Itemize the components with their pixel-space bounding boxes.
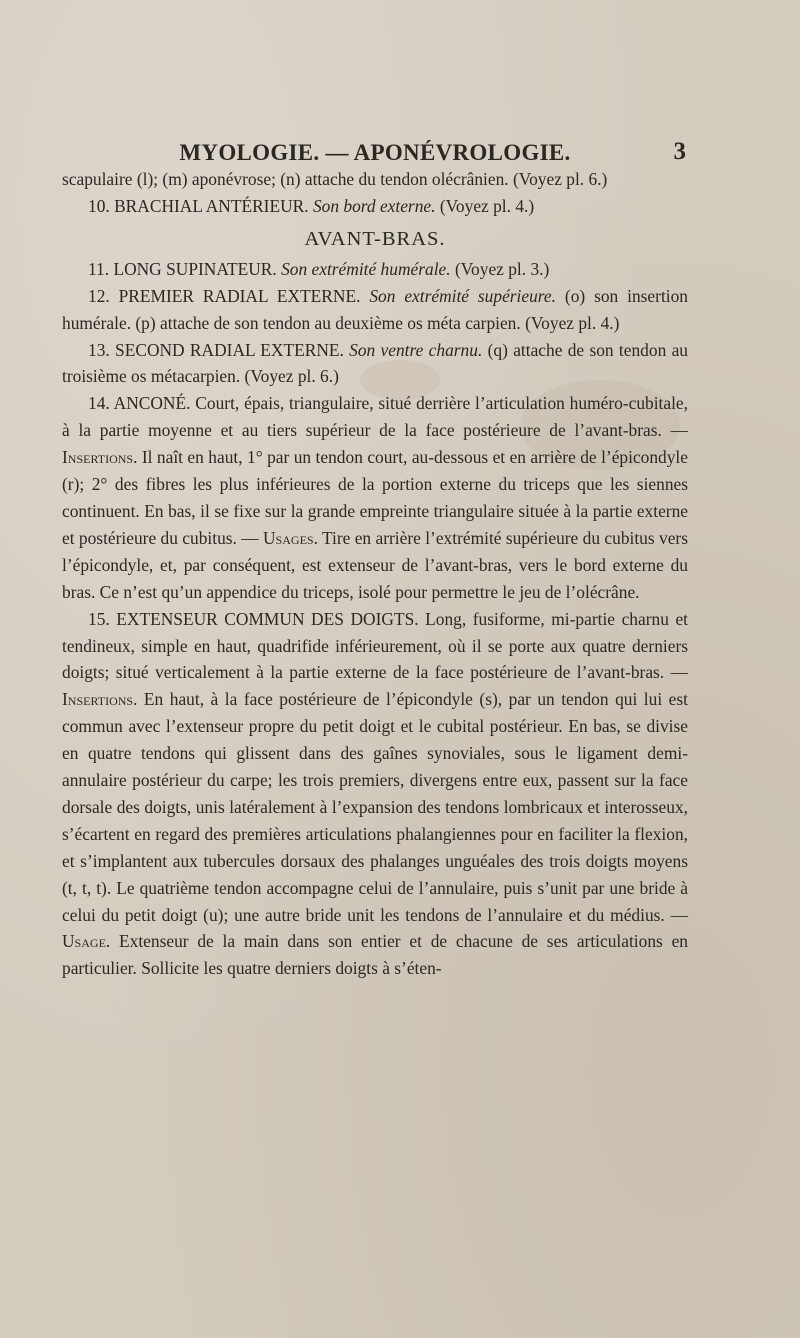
book-page <box>62 126 688 982</box>
body-paragraph: 15. EXTENSEUR COMMUN DES DOIGTS. Long, fusiforme, mi-partie charnu et tendineux, simple en haut, quadrifide inférieurement, où il se porte aux quatre derniers doigts; situé verticalement à la partie externe de la face postérieure de l’avant-bras. — Insertions. En haut, à la face postérieure de l’épicondyle (s), par un tendon qui lui est commun avec l’extenseur propre du petit doigt et le cubital postérieur. En bas, se divise en quatre tendons qui glissent dans des gaînes synoviales, sous le ligament demi-annulaire postérieur du carpe; les trois premiers, divergens entre eux, passent sur la face dorsale des doigts, unis latéralement à l’expansion des tendons lombricaux et interosseux, s’écartent en regard des premières articulations phalangiennes pour en faciliter la flexion, et s’implantent aux tubercules dorsaux des phalanges unguéales des trois doigts moyens (t, t, t). Le quatrième tendon accompagne celui de l’annulaire, puis s’unit par une bride à celui du petit doigt (u); une autre bride unit les tendons de l’annulaire et du médius. — Usage. Extenseur de la main dans son entier et de chacune de ses articulations en particulier. Sollicite les quatre derniers doigts à s’éten- <box>62 608 688 979</box>
page-number: 3 <box>673 138 686 165</box>
body-paragraph: 14. ANCONÉ. Court, épais, triangulaire, situé derrière l’articulation huméro-cubitale, à la partie moyenne et au tiers supérieur de la face postérieure de l’avant-bras. — Insertions. Il naît en haut, 1° par un tendon court, au-dessous et en arrière de l’épicondyle (r); 2° des fibres les plus inférieures de la portion externe du triceps que les siennes continuent. En bas, il se fixe sur la grande empreinte triangulaire située à la partie externe et postérieure du cubitus. — Usages. Tire en arrière l’extrémité supérieure du cubitus vers l’épicondyle, et, par conséquent, est extenseur de l’avant-bras, vers le bord externe du bras. Ce n’est qu’un appendice du triceps, isolé pour permettre le jeu de l’olécrâne. <box>62 393 688 602</box>
running-header <box>62 126 688 166</box>
body-paragraph: 12. PREMIER RADIAL EXTERNE. Son extrémité supérieure. (o) son insertion humérale. (p) attache de son tendon au deuxième os méta carpien. (Voyez pl. 4.) <box>62 285 688 333</box>
body-text <box>62 166 688 982</box>
section-heading: AVANT-BRAS. <box>304 227 446 250</box>
body-paragraph: scapulaire (l); (m) aponévrose; (n) attache du tendon olécrânien. (Voyez pl. 6.) <box>62 169 608 189</box>
body-paragraph: 13. SECOND RADIAL EXTERNE. Son ventre charnu. (q) attache de son tendon au troisième os métacarpien. (Voyez pl. 6.) <box>62 339 688 387</box>
running-title: MYOLOGIE. — APONÉVROLOGIE. <box>179 140 571 165</box>
body-paragraph: 11. LONG SUPINATEUR. Son extrémité humérale. (Voyez pl. 3.) <box>88 258 550 279</box>
body-paragraph: 10. BRACHIAL ANTÉRIEUR. Son bord externe. (Voyez pl. 4.) <box>88 195 535 216</box>
